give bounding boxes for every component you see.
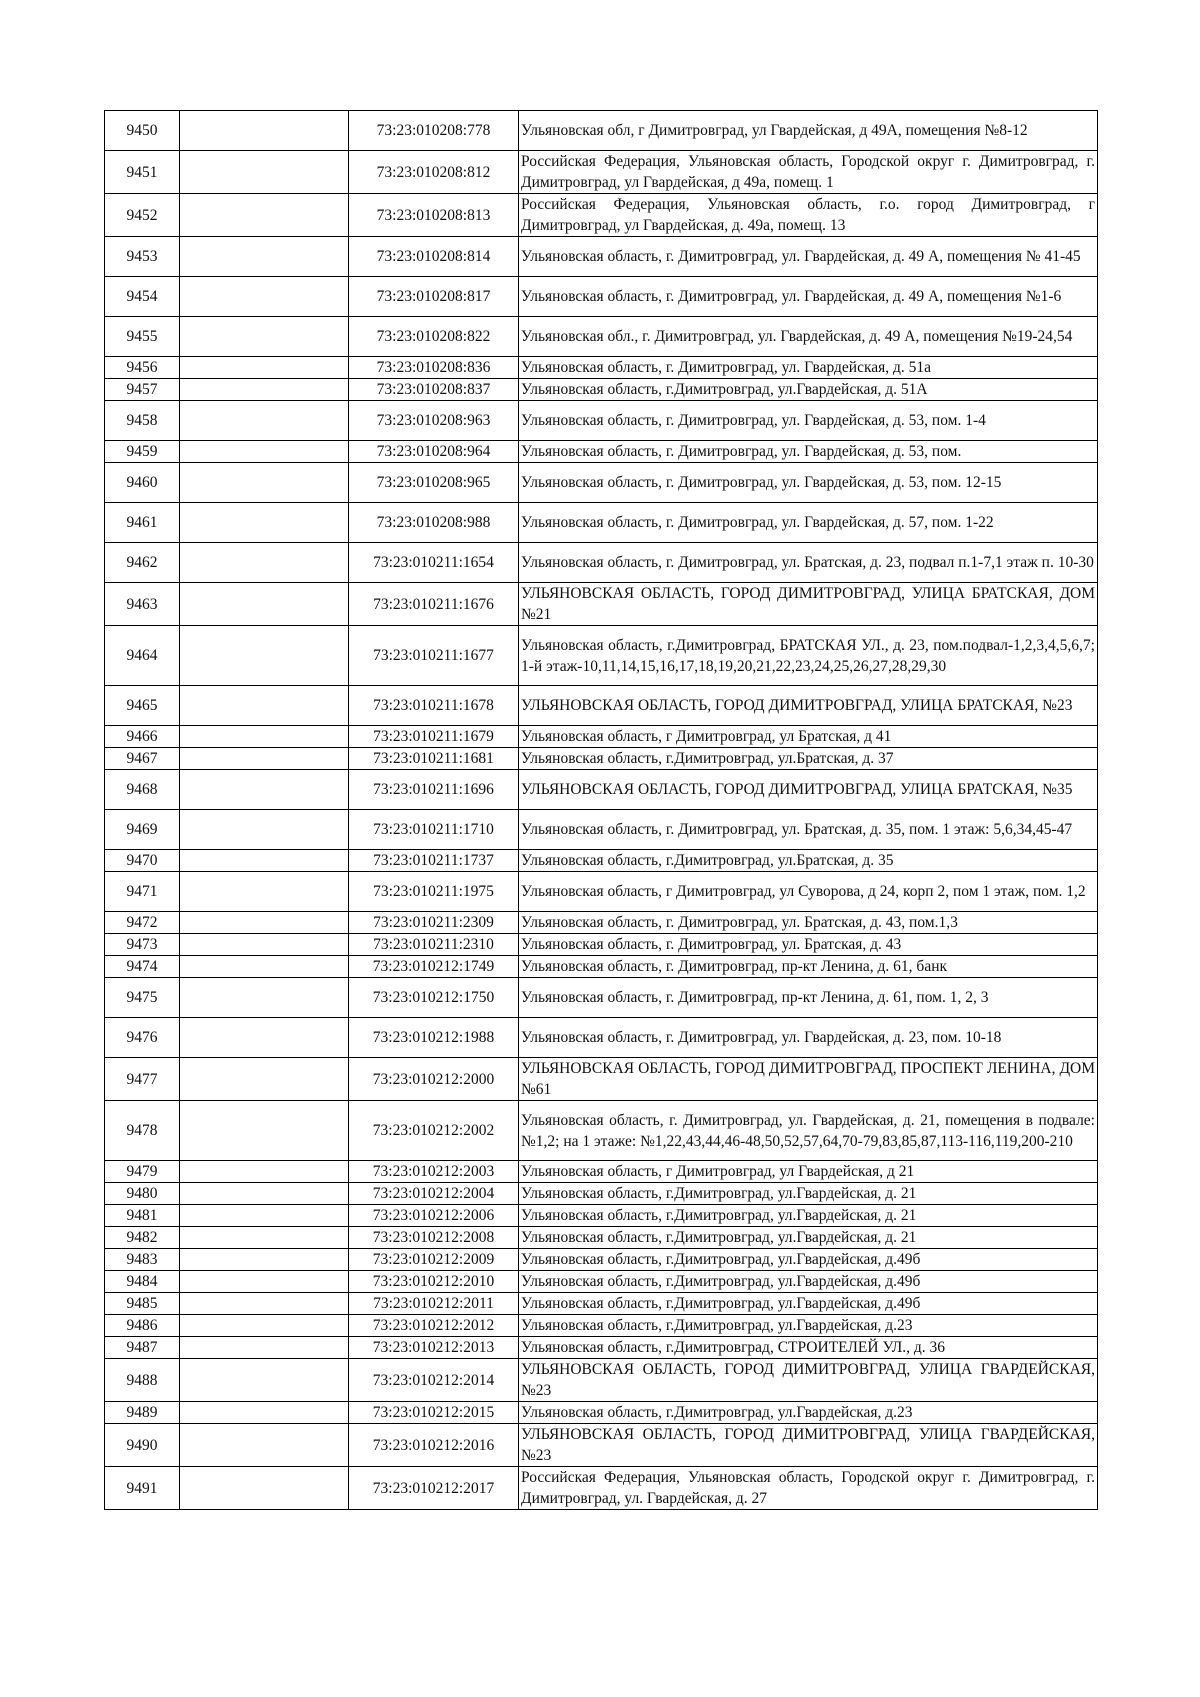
row-number-cell: 9475 bbox=[105, 978, 180, 1018]
row-number-cell: 9467 bbox=[105, 748, 180, 770]
cadastral-number-cell: 73:23:010212:2011 bbox=[349, 1293, 519, 1315]
address-cell: Ульяновская область, г. Димитровград, ул. Гвардейская, д. 21, помещения в подвале: №1,2; на 1 этаже: №1,22,43,44,46-48,50,52,57,64,70-79,83,85,87,113-116,119,200-210 bbox=[519, 1101, 1098, 1161]
address-cell: Ульяновская область, г. Димитровград, ул. Гвардейская, д. 49 А, помещения № 41-45 bbox=[519, 237, 1098, 277]
address-cell: Ульяновская область, г.Димитровград, ул.Гвардейская, д. 21 bbox=[519, 1205, 1098, 1227]
table-row bbox=[105, 1271, 1098, 1293]
row-number-cell: 9457 bbox=[105, 379, 180, 401]
address-cell: Ульяновская область, г. Димитровград, ул. Гвардейская, д. 53, пом. 12-15 bbox=[519, 463, 1098, 503]
table-row bbox=[105, 237, 1098, 277]
row-number-cell: 9450 bbox=[105, 111, 180, 151]
table-row bbox=[105, 151, 1098, 194]
table-row bbox=[105, 912, 1098, 934]
address-cell: Ульяновская область, г. Димитровград, ул. Братская, д. 43, пом.1,3 bbox=[519, 912, 1098, 934]
cadastral-number-cell: 73:23:010212:2003 bbox=[349, 1161, 519, 1183]
blank-cell bbox=[180, 872, 349, 912]
cadastral-number-cell: 73:23:010208:822 bbox=[349, 317, 519, 357]
table-row bbox=[105, 357, 1098, 379]
cadastral-number-cell: 73:23:010212:2010 bbox=[349, 1271, 519, 1293]
address-cell: Ульяновская область, г.Димитровград, ул.Гвардейская, д.49б bbox=[519, 1271, 1098, 1293]
row-number-cell: 9489 bbox=[105, 1402, 180, 1424]
cadastral-number-cell: 73:23:010212:2004 bbox=[349, 1183, 519, 1205]
cadastral-number-cell: 73:23:010211:1679 bbox=[349, 726, 519, 748]
address-cell: УЛЬЯНОВСКАЯ ОБЛАСТЬ, ГОРОД ДИМИТРОВГРАД, УЛИЦА ГВАРДЕЙСКАЯ, №23 bbox=[519, 1424, 1098, 1467]
address-cell: Ульяновская область, г. Димитровград, ул. Гвардейская, д. 49 А, помещения №1-6 bbox=[519, 277, 1098, 317]
address-cell: Ульяновская область, г.Димитровград, ул.Гвардейская, д.23 bbox=[519, 1402, 1098, 1424]
cadastral-number-cell: 73:23:010208:778 bbox=[349, 111, 519, 151]
table-row bbox=[105, 1205, 1098, 1227]
blank-cell bbox=[180, 379, 349, 401]
address-cell: Ульяновская область, г.Димитровград, СТРОИТЕЛЕЙ УЛ., д. 36 bbox=[519, 1337, 1098, 1359]
table-row bbox=[105, 872, 1098, 912]
table-row bbox=[105, 934, 1098, 956]
address-cell: Ульяновская область, г. Димитровград, ул. Гвардейская, д. 51а bbox=[519, 357, 1098, 379]
cadastral-number-cell: 73:23:010212:1749 bbox=[349, 956, 519, 978]
row-number-cell: 9460 bbox=[105, 463, 180, 503]
cadastral-number-cell: 73:23:010208:988 bbox=[349, 503, 519, 543]
blank-cell bbox=[180, 583, 349, 626]
cadastral-number-cell: 73:23:010211:1677 bbox=[349, 626, 519, 686]
row-number-cell: 9477 bbox=[105, 1058, 180, 1101]
cadastral-number-cell: 73:23:010212:2015 bbox=[349, 1402, 519, 1424]
blank-cell bbox=[180, 1337, 349, 1359]
table-row bbox=[105, 583, 1098, 626]
address-cell: УЛЬЯНОВСКАЯ ОБЛАСТЬ, ГОРОД ДИМИТРОВГРАД, УЛИЦА БРАТСКАЯ, №35 bbox=[519, 770, 1098, 810]
table-row bbox=[105, 463, 1098, 503]
blank-cell bbox=[180, 1424, 349, 1467]
cadastral-number-cell: 73:23:010212:2014 bbox=[349, 1359, 519, 1402]
blank-cell bbox=[180, 850, 349, 872]
row-number-cell: 9464 bbox=[105, 626, 180, 686]
row-number-cell: 9462 bbox=[105, 543, 180, 583]
blank-cell bbox=[180, 463, 349, 503]
blank-cell bbox=[180, 503, 349, 543]
table-row bbox=[105, 726, 1098, 748]
table-row bbox=[105, 978, 1098, 1018]
row-number-cell: 9480 bbox=[105, 1183, 180, 1205]
address-cell: Ульяновская область, г. Димитровград, пр-кт Ленина, д. 61, пом. 1, 2, 3 bbox=[519, 978, 1098, 1018]
blank-cell bbox=[180, 1227, 349, 1249]
blank-cell bbox=[180, 317, 349, 357]
row-number-cell: 9472 bbox=[105, 912, 180, 934]
address-cell: Ульяновская область, г.Димитровград, ул.Гвардейская, д. 51А bbox=[519, 379, 1098, 401]
row-number-cell: 9454 bbox=[105, 277, 180, 317]
address-cell: Ульяновская область, г.Димитровград, ул.Гвардейская, д.49б bbox=[519, 1293, 1098, 1315]
address-cell: Ульяновская область, г Димитровград, ул Братская, д 41 bbox=[519, 726, 1098, 748]
table-row bbox=[105, 194, 1098, 237]
blank-cell bbox=[180, 1249, 349, 1271]
table-row bbox=[105, 1227, 1098, 1249]
blank-cell bbox=[180, 1183, 349, 1205]
cadastral-number-cell: 73:23:010208:964 bbox=[349, 441, 519, 463]
cadastral-number-cell: 73:23:010208:814 bbox=[349, 237, 519, 277]
blank-cell bbox=[180, 810, 349, 850]
cadastral-number-cell: 73:23:010212:1988 bbox=[349, 1018, 519, 1058]
address-cell: Ульяновская область, г.Димитровград, ул.Братская, д. 37 bbox=[519, 748, 1098, 770]
cadastral-number-cell: 73:23:010212:2008 bbox=[349, 1227, 519, 1249]
address-cell: Ульяновская область, г.Димитровград, БРАТСКАЯ УЛ., д. 23, пом.подвал-1,2,3,4,5,6,7; 1-й этаж-10,11,14,15,16,17,18,19,20,21,22,23,24,25,26,27,28,29,30 bbox=[519, 626, 1098, 686]
blank-cell bbox=[180, 1205, 349, 1227]
cadastral-number-cell: 73:23:010208:813 bbox=[349, 194, 519, 237]
row-number-cell: 9486 bbox=[105, 1315, 180, 1337]
blank-cell bbox=[180, 934, 349, 956]
address-cell: Ульяновская область, г. Димитровград, ул. Гвардейская, д. 23, пом. 10-18 bbox=[519, 1018, 1098, 1058]
cadastral-number-cell: 73:23:010212:2009 bbox=[349, 1249, 519, 1271]
table-row bbox=[105, 1424, 1098, 1467]
cadastral-number-cell: 73:23:010211:2309 bbox=[349, 912, 519, 934]
blank-cell bbox=[180, 956, 349, 978]
row-number-cell: 9456 bbox=[105, 357, 180, 379]
row-number-cell: 9459 bbox=[105, 441, 180, 463]
table-row bbox=[105, 1315, 1098, 1337]
row-number-cell: 9482 bbox=[105, 1227, 180, 1249]
row-number-cell: 9466 bbox=[105, 726, 180, 748]
address-cell: Ульяновская обл., г. Димитровград, ул. Гвардейская, д. 49 А, помещения №19-24,54 bbox=[519, 317, 1098, 357]
blank-cell bbox=[180, 277, 349, 317]
address-cell: Ульяновская область, г. Димитровград, ул. Гвардейская, д. 57, пом. 1-22 bbox=[519, 503, 1098, 543]
row-number-cell: 9465 bbox=[105, 686, 180, 726]
address-cell: Ульяновская область, г.Димитровград, ул.Гвардейская, д.49б bbox=[519, 1249, 1098, 1271]
address-cell: Российская Федерация, Ульяновская область, Городской округ г. Димитровград, г. Димитровград, ул Гвардейская, д 49а, помещ. 1 bbox=[519, 151, 1098, 194]
row-number-cell: 9484 bbox=[105, 1271, 180, 1293]
row-number-cell: 9458 bbox=[105, 401, 180, 441]
row-number-cell: 9478 bbox=[105, 1101, 180, 1161]
cadastral-number-cell: 73:23:010212:2017 bbox=[349, 1467, 519, 1510]
address-cell: Ульяновская область, г.Димитровград, ул.Гвардейская, д.23 bbox=[519, 1315, 1098, 1337]
table-row bbox=[105, 1337, 1098, 1359]
cadastral-number-cell: 73:23:010212:2006 bbox=[349, 1205, 519, 1227]
blank-cell bbox=[180, 401, 349, 441]
row-number-cell: 9469 bbox=[105, 810, 180, 850]
blank-cell bbox=[180, 111, 349, 151]
table-row bbox=[105, 111, 1098, 151]
address-cell: Российская Федерация, Ульяновская область, Городской округ г. Димитровград, г. Димитровград, ул. Гвардейская, д. 27 bbox=[519, 1467, 1098, 1510]
table-row bbox=[105, 1467, 1098, 1510]
address-cell: Российская Федерация, Ульяновская область, г.о. город Димитровград, г Димитровград, ул Гвардейская, д. 49а, помещ. 13 bbox=[519, 194, 1098, 237]
address-cell: Ульяновская область, г. Димитровград, ул. Братская, д. 23, подвал п.1-7,1 этаж п. 10-30 bbox=[519, 543, 1098, 583]
address-cell: Ульяновская область, г.Димитровград, ул.Братская, д. 35 bbox=[519, 850, 1098, 872]
row-number-cell: 9455 bbox=[105, 317, 180, 357]
row-number-cell: 9452 bbox=[105, 194, 180, 237]
blank-cell bbox=[180, 978, 349, 1018]
cadastral-number-cell: 73:23:010211:1737 bbox=[349, 850, 519, 872]
table-row bbox=[105, 441, 1098, 463]
blank-cell bbox=[180, 1161, 349, 1183]
cadastral-number-cell: 73:23:010211:1696 bbox=[349, 770, 519, 810]
blank-cell bbox=[180, 1018, 349, 1058]
row-number-cell: 9487 bbox=[105, 1337, 180, 1359]
cadastral-number-cell: 73:23:010212:2012 bbox=[349, 1315, 519, 1337]
blank-cell bbox=[180, 1467, 349, 1510]
address-cell: Ульяновская область, г.Димитровград, ул.Гвардейская, д. 21 bbox=[519, 1183, 1098, 1205]
blank-cell bbox=[180, 1058, 349, 1101]
cadastral-number-cell: 73:23:010211:1678 bbox=[349, 686, 519, 726]
cadastral-number-cell: 73:23:010208:837 bbox=[349, 379, 519, 401]
row-number-cell: 9461 bbox=[105, 503, 180, 543]
table-row bbox=[105, 1101, 1098, 1161]
cadastral-number-cell: 73:23:010212:2013 bbox=[349, 1337, 519, 1359]
blank-cell bbox=[180, 441, 349, 463]
table-row bbox=[105, 770, 1098, 810]
blank-cell bbox=[180, 770, 349, 810]
table-row bbox=[105, 1359, 1098, 1402]
blank-cell bbox=[180, 626, 349, 686]
cadastral-number-cell: 73:23:010211:1975 bbox=[349, 872, 519, 912]
row-number-cell: 9463 bbox=[105, 583, 180, 626]
blank-cell bbox=[180, 1101, 349, 1161]
address-cell: УЛЬЯНОВСКАЯ ОБЛАСТЬ, ГОРОД ДИМИТРОВГРАД, УЛИЦА БРАТСКАЯ, №23 bbox=[519, 686, 1098, 726]
table-row bbox=[105, 1183, 1098, 1205]
table-row bbox=[105, 1249, 1098, 1271]
table-row bbox=[105, 1402, 1098, 1424]
row-number-cell: 9485 bbox=[105, 1293, 180, 1315]
cadastral-number-cell: 73:23:010208:812 bbox=[349, 151, 519, 194]
blank-cell bbox=[180, 1293, 349, 1315]
table-row bbox=[105, 626, 1098, 686]
registry-table-body bbox=[105, 111, 1098, 1510]
row-number-cell: 9491 bbox=[105, 1467, 180, 1510]
address-cell: Ульяновская область, г. Димитровград, ул. Братская, д. 35, пом. 1 этаж: 5,6,34,45-47 bbox=[519, 810, 1098, 850]
row-number-cell: 9481 bbox=[105, 1205, 180, 1227]
cadastral-number-cell: 73:23:010208:817 bbox=[349, 277, 519, 317]
table-row bbox=[105, 277, 1098, 317]
blank-cell bbox=[180, 1359, 349, 1402]
blank-cell bbox=[180, 726, 349, 748]
table-row bbox=[105, 401, 1098, 441]
address-cell: Ульяновская область, г Димитровград, ул Гвардейская, д 21 bbox=[519, 1161, 1098, 1183]
blank-cell bbox=[180, 237, 349, 277]
table-row bbox=[105, 543, 1098, 583]
address-cell: Ульяновская область, г. Димитровград, ул. Гвардейская, д. 53, пом. 1-4 bbox=[519, 401, 1098, 441]
blank-cell bbox=[180, 686, 349, 726]
cadastral-number-cell: 73:23:010212:2002 bbox=[349, 1101, 519, 1161]
table-row bbox=[105, 1018, 1098, 1058]
address-cell: Ульяновская область, г. Димитровград, ул. Братская, д. 43 bbox=[519, 934, 1098, 956]
table-row bbox=[105, 810, 1098, 850]
blank-cell bbox=[180, 1315, 349, 1337]
cadastral-number-cell: 73:23:010212:2000 bbox=[349, 1058, 519, 1101]
blank-cell bbox=[180, 912, 349, 934]
cadastral-number-cell: 73:23:010212:1750 bbox=[349, 978, 519, 1018]
property-registry-table bbox=[104, 110, 1098, 1510]
blank-cell bbox=[180, 1271, 349, 1293]
table-row bbox=[105, 850, 1098, 872]
address-cell: УЛЬЯНОВСКАЯ ОБЛАСТЬ, ГОРОД ДИМИТРОВГРАД, УЛИЦА ГВАРДЕЙСКАЯ, №23 bbox=[519, 1359, 1098, 1402]
row-number-cell: 9476 bbox=[105, 1018, 180, 1058]
cadastral-number-cell: 73:23:010208:963 bbox=[349, 401, 519, 441]
row-number-cell: 9490 bbox=[105, 1424, 180, 1467]
row-number-cell: 9488 bbox=[105, 1359, 180, 1402]
cadastral-number-cell: 73:23:010211:1654 bbox=[349, 543, 519, 583]
blank-cell bbox=[180, 748, 349, 770]
table-row bbox=[105, 1058, 1098, 1101]
cadastral-number-cell: 73:23:010211:1676 bbox=[349, 583, 519, 626]
cadastral-number-cell: 73:23:010212:2016 bbox=[349, 1424, 519, 1467]
blank-cell bbox=[180, 357, 349, 379]
blank-cell bbox=[180, 194, 349, 237]
address-cell: Ульяновская область, г. Димитровград, пр-кт Ленина, д. 61, банк bbox=[519, 956, 1098, 978]
table-row bbox=[105, 379, 1098, 401]
address-cell: Ульяновская область, г. Димитровград, ул. Гвардейская, д. 53, пом. bbox=[519, 441, 1098, 463]
table-row bbox=[105, 748, 1098, 770]
cadastral-number-cell: 73:23:010208:965 bbox=[349, 463, 519, 503]
table-row bbox=[105, 686, 1098, 726]
address-cell: Ульяновская обл, г Димитровград, ул Гвардейская, д 49А, помещения №8-12 bbox=[519, 111, 1098, 151]
address-cell: Ульяновская область, г Димитровград, ул Суворова, д 24, корп 2, пом 1 этаж, пом. 1,2 bbox=[519, 872, 1098, 912]
row-number-cell: 9479 bbox=[105, 1161, 180, 1183]
cadastral-number-cell: 73:23:010211:1710 bbox=[349, 810, 519, 850]
row-number-cell: 9451 bbox=[105, 151, 180, 194]
row-number-cell: 9468 bbox=[105, 770, 180, 810]
row-number-cell: 9473 bbox=[105, 934, 180, 956]
blank-cell bbox=[180, 543, 349, 583]
table-row bbox=[105, 956, 1098, 978]
row-number-cell: 9483 bbox=[105, 1249, 180, 1271]
cadastral-number-cell: 73:23:010211:1681 bbox=[349, 748, 519, 770]
row-number-cell: 9471 bbox=[105, 872, 180, 912]
cadastral-number-cell: 73:23:010208:836 bbox=[349, 357, 519, 379]
address-cell: УЛЬЯНОВСКАЯ ОБЛАСТЬ, ГОРОД ДИМИТРОВГРАД, ПРОСПЕКТ ЛЕНИНА, ДОМ №61 bbox=[519, 1058, 1098, 1101]
cadastral-number-cell: 73:23:010211:2310 bbox=[349, 934, 519, 956]
table-row bbox=[105, 317, 1098, 357]
row-number-cell: 9470 bbox=[105, 850, 180, 872]
table-row bbox=[105, 1161, 1098, 1183]
blank-cell bbox=[180, 151, 349, 194]
table-row bbox=[105, 1293, 1098, 1315]
row-number-cell: 9453 bbox=[105, 237, 180, 277]
address-cell: Ульяновская область, г.Димитровград, ул.Гвардейская, д. 21 bbox=[519, 1227, 1098, 1249]
table-row bbox=[105, 503, 1098, 543]
address-cell: УЛЬЯНОВСКАЯ ОБЛАСТЬ, ГОРОД ДИМИТРОВГРАД, УЛИЦА БРАТСКАЯ, ДОМ №21 bbox=[519, 583, 1098, 626]
blank-cell bbox=[180, 1402, 349, 1424]
row-number-cell: 9474 bbox=[105, 956, 180, 978]
